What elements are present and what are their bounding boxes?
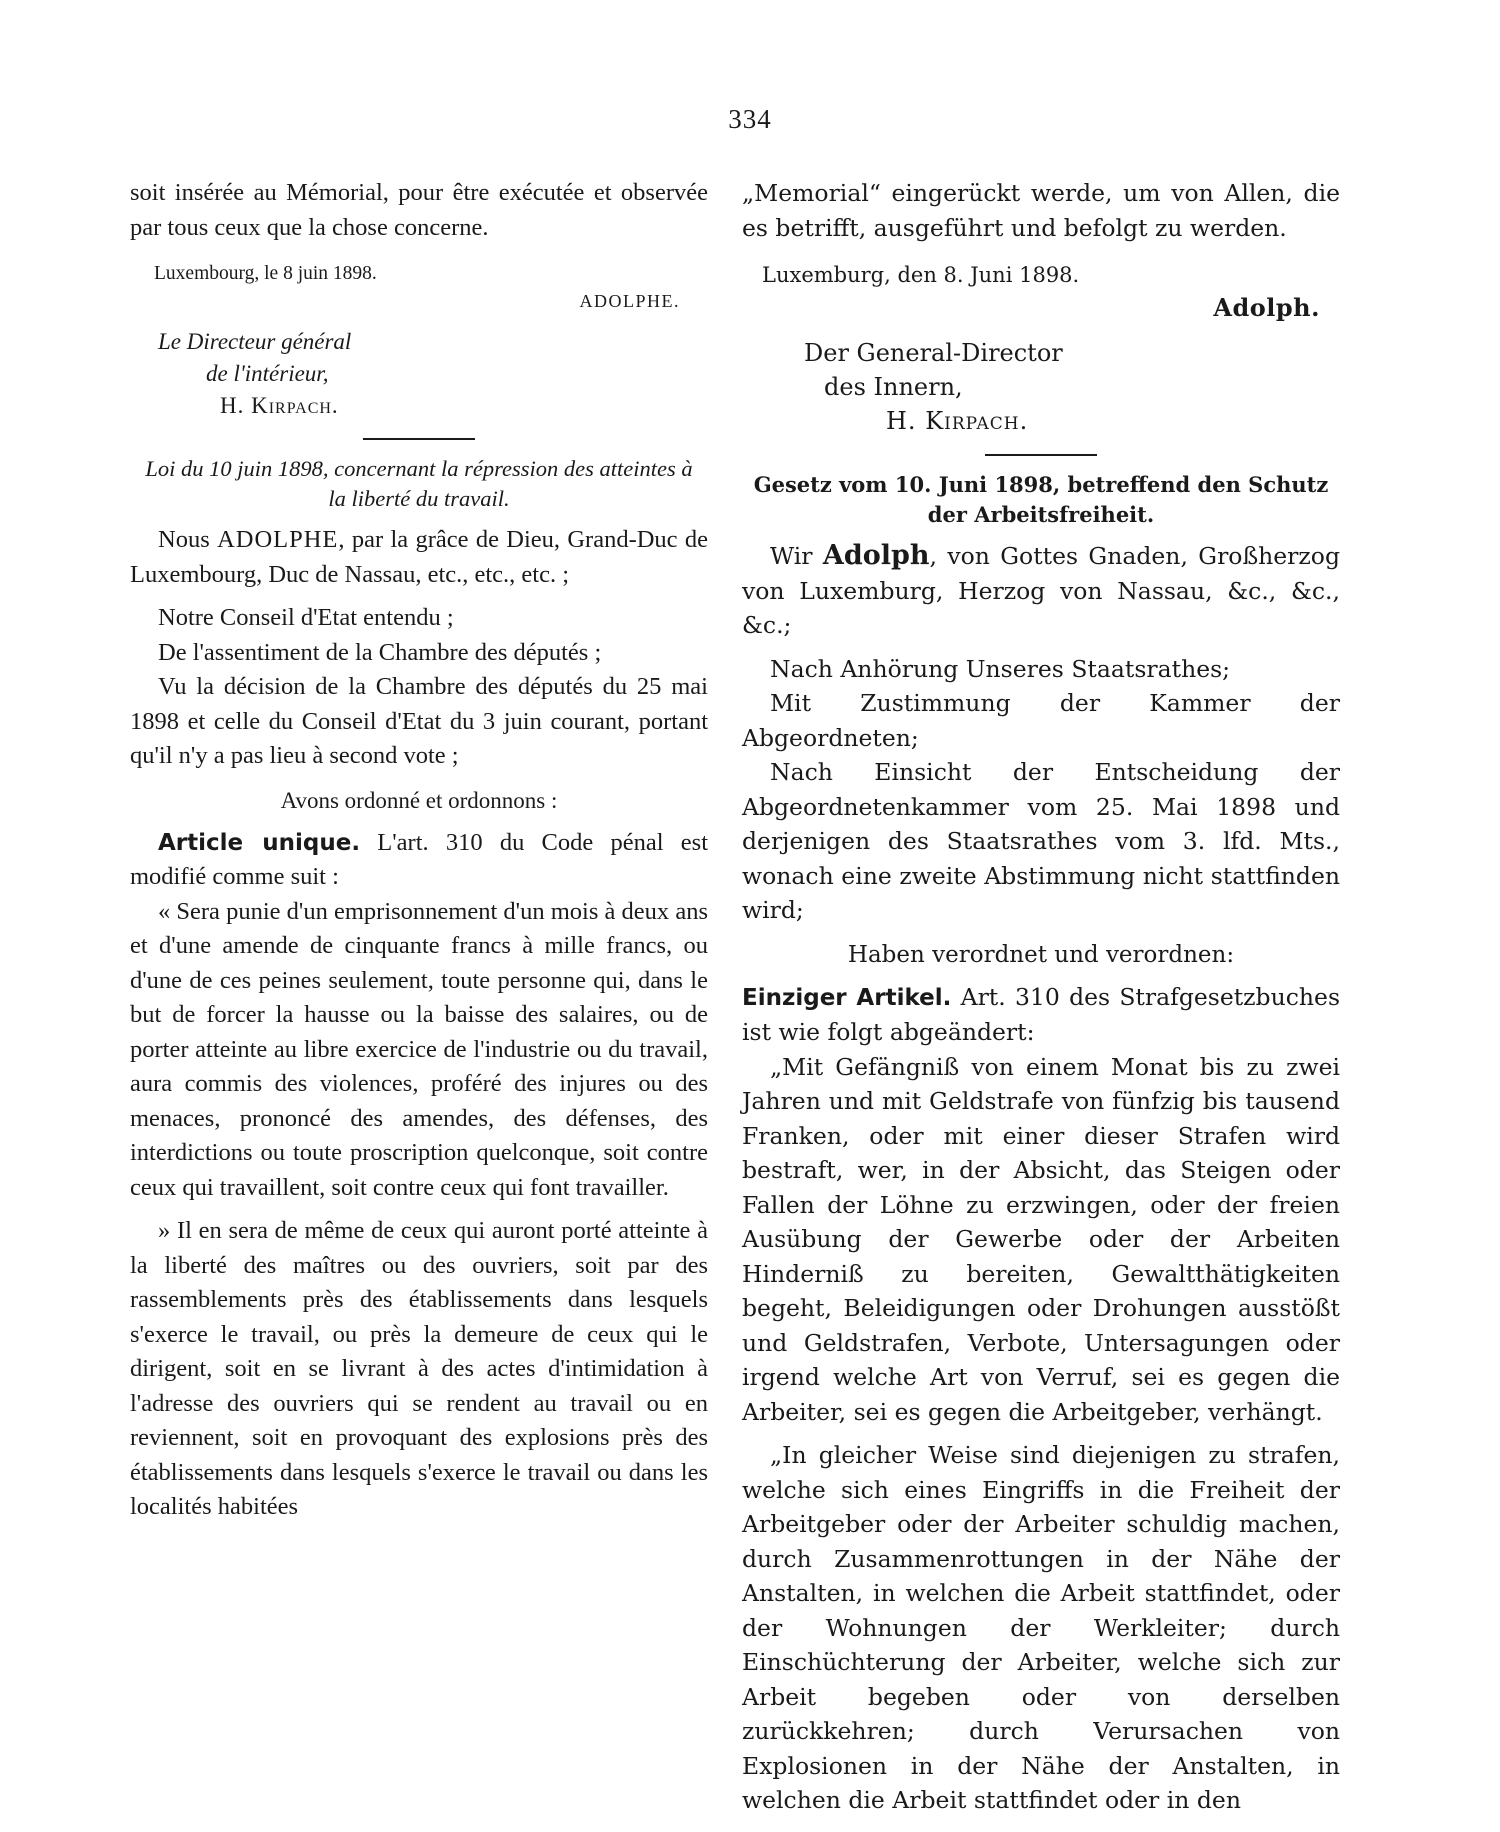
fr-signer-dept: de l'intérieur, xyxy=(206,361,329,386)
fr-preamble-rest: , par la grâce de Dieu, Grand-Duc de Luxembourg, Duc de Nassau, etc., etc., etc. ; xyxy=(130,526,708,588)
de-clause-2: Mit Zustimmung der Kammer der Abgeordneten; xyxy=(742,689,1340,752)
de-preamble xyxy=(742,539,1340,643)
fr-signer-block xyxy=(130,326,708,422)
de-law-title: Gesetz vom 10. Juni 1898, betreffend den Schutz der Arbeitsfreiheit. xyxy=(753,472,1329,527)
de-signer-block xyxy=(742,336,1340,438)
fr-article xyxy=(130,826,708,895)
fr-article-label: Article unique. xyxy=(158,829,361,856)
fr-date: Luxembourg, le 8 juin 1898. xyxy=(154,263,377,284)
fr-preamble-start: Nous xyxy=(158,526,218,553)
de-article xyxy=(742,980,1340,1050)
de-paragraph-2: „In gleicher Weise sind diejenigen zu strafen, welche sich eines Eingriffs in die Freiheit der Arbeitgeber oder der Arbeiter schuldig machen, durch Zusammenrottungen in der Nähe der Anstalten, in welchen die Arbeit stattfindet, oder der Wohnungen der Werkleiter; durch Einschüchterung der Arbeiter, welche sich zur Arbeit begeben oder von derselben zurückkehren; durch Verursachen von Explosionen in der Nähe der Anstalten, in welchen die Arbeit stattfindet oder in den xyxy=(742,1441,1340,1814)
de-clause-1: Nach Anhörung Unseres Staatsrathes; xyxy=(770,654,1231,683)
fr-article-text: L'art. 310 du Code pénal est modifié comme suit : xyxy=(130,828,708,890)
de-clause-3: Nach Einsicht der Entscheidung der Abgeordnetenkammer vom 25. Mai 1898 und derjenigen des Staatsrathes vom 3. lfd. Mts., wonach eine zweite Abstimmung nicht stattfinden wird; xyxy=(742,758,1340,924)
de-intro: „Memorial“ eingerückt werde, um von Allen, die es betrifft, ausgeführt und befolgt zu werden. xyxy=(742,179,1340,242)
fr-paragraph-2: » Il en sera de même de ceux qui auront porté atteinte à la liberté des maîtres ou des ouvriers, soit par des rassemblements près des établissements dans lesquels s'exerce le travail, ou près la demeure de ceux qui le dirigent, soit en se livrant à des actes d'intimidation à l'adresse des ouvriers qui se rendent au travail ou en reviennent, soit en provoquant des explosions près des établissements dans lesquels s'exerce le travail ou dans les localités habitées xyxy=(130,1217,708,1520)
fr-signature: ADOLPHE. xyxy=(579,291,680,311)
fr-clause-2: De l'assentiment de la Chambre des députés ; xyxy=(158,638,602,666)
de-signer-title: Der General-Director xyxy=(804,339,1063,367)
fr-sovereign-name: ADOLPHE xyxy=(217,526,339,553)
de-sovereign-name: Adolph xyxy=(822,540,930,571)
de-decree: Haben verordnet und verordnen: xyxy=(847,941,1235,968)
de-paragraph-1: „Mit Gefängniß von einem Monat bis zu zwei Jahren und mit Geldstrafe von fünfzig bis tausend Franken, oder mit einer dieser Strafen wird bestraft, wer, in der Absicht, das Steigen oder Fallen der Löhne zu erzwingen, oder der freien Ausübung der Gewerbe oder der Arbeiten Hinderniß zu bereiten, Gewaltthätigkeiten begeht, Beleidigungen oder Drohungen ausstößt und Geldstrafen, Verbote, Untersagungen oder irgend welche Art von Verruf, sei es gegen die Arbeiter, sei es gegen die Arbeitgeber, verhängt. xyxy=(742,1052,1340,1426)
de-preamble-rest: , von Gottes Gnaden, Großherzog von Luxemburg, Herzog von Nassau, &c., &c., &c.; xyxy=(742,542,1340,639)
de-preamble-start: Wir xyxy=(770,542,823,570)
de-date: Luxemburg, den 8. Juni 1898. xyxy=(762,263,1080,287)
fr-decree: Avons ordonné et ordonnons : xyxy=(280,787,558,813)
german-column xyxy=(742,176,1340,1818)
fr-signer-title: Le Directeur général xyxy=(158,329,352,354)
fr-clause-3: Vu la décision de la Chambre des députés du 25 mai 1898 et celle du Conseil d'Etat du 3 juin courant, portant qu'il n'y a pas lieu à second vote ; xyxy=(130,673,708,769)
french-column xyxy=(130,176,708,1525)
de-signer-dept: des Innern, xyxy=(824,373,963,401)
de-divider xyxy=(985,454,1097,456)
fr-clause-1: Notre Conseil d'Etat entendu ; xyxy=(158,604,454,631)
page-number: 334 xyxy=(728,104,772,134)
fr-paragraph-1: « Sera punie d'un emprisonnement d'un mois à deux ans et d'une amende de cinquante francs à mille francs, ou d'une de ces peines seulement, toute personne qui, dans le but de forcer la hausse ou la baisse des salaires, ou de porter atteinte au libre exercice de l'industrie ou du travail, aura commis des violences, proféré des injures ou des menaces, prononcé des amendes, des défenses, des interdictions ou toute proscription quelconque, soit contre ceux qui travaillent, soit contre ceux qui font travailler. xyxy=(130,897,708,1201)
fr-intro: soit insérée au Mémorial, pour être exécutée et observée par tous ceux que la chose concerne. xyxy=(130,179,708,241)
de-signature: Adolph. xyxy=(1213,293,1320,322)
fr-signer-name: H. Kirpach. xyxy=(220,393,339,418)
de-article-text: Art. 310 des Strafgesetzbuches ist wie folgt abgeändert: xyxy=(742,982,1341,1046)
fr-preamble xyxy=(130,523,708,592)
de-signer-name: H. Kirpach. xyxy=(886,407,1029,435)
fr-law-title: Loi du 10 juin 1898, concernant la répression des atteintes à la liberté du travail. xyxy=(145,456,693,511)
fr-divider xyxy=(363,438,475,440)
de-article-label: Einziger Artikel. xyxy=(742,984,952,1011)
